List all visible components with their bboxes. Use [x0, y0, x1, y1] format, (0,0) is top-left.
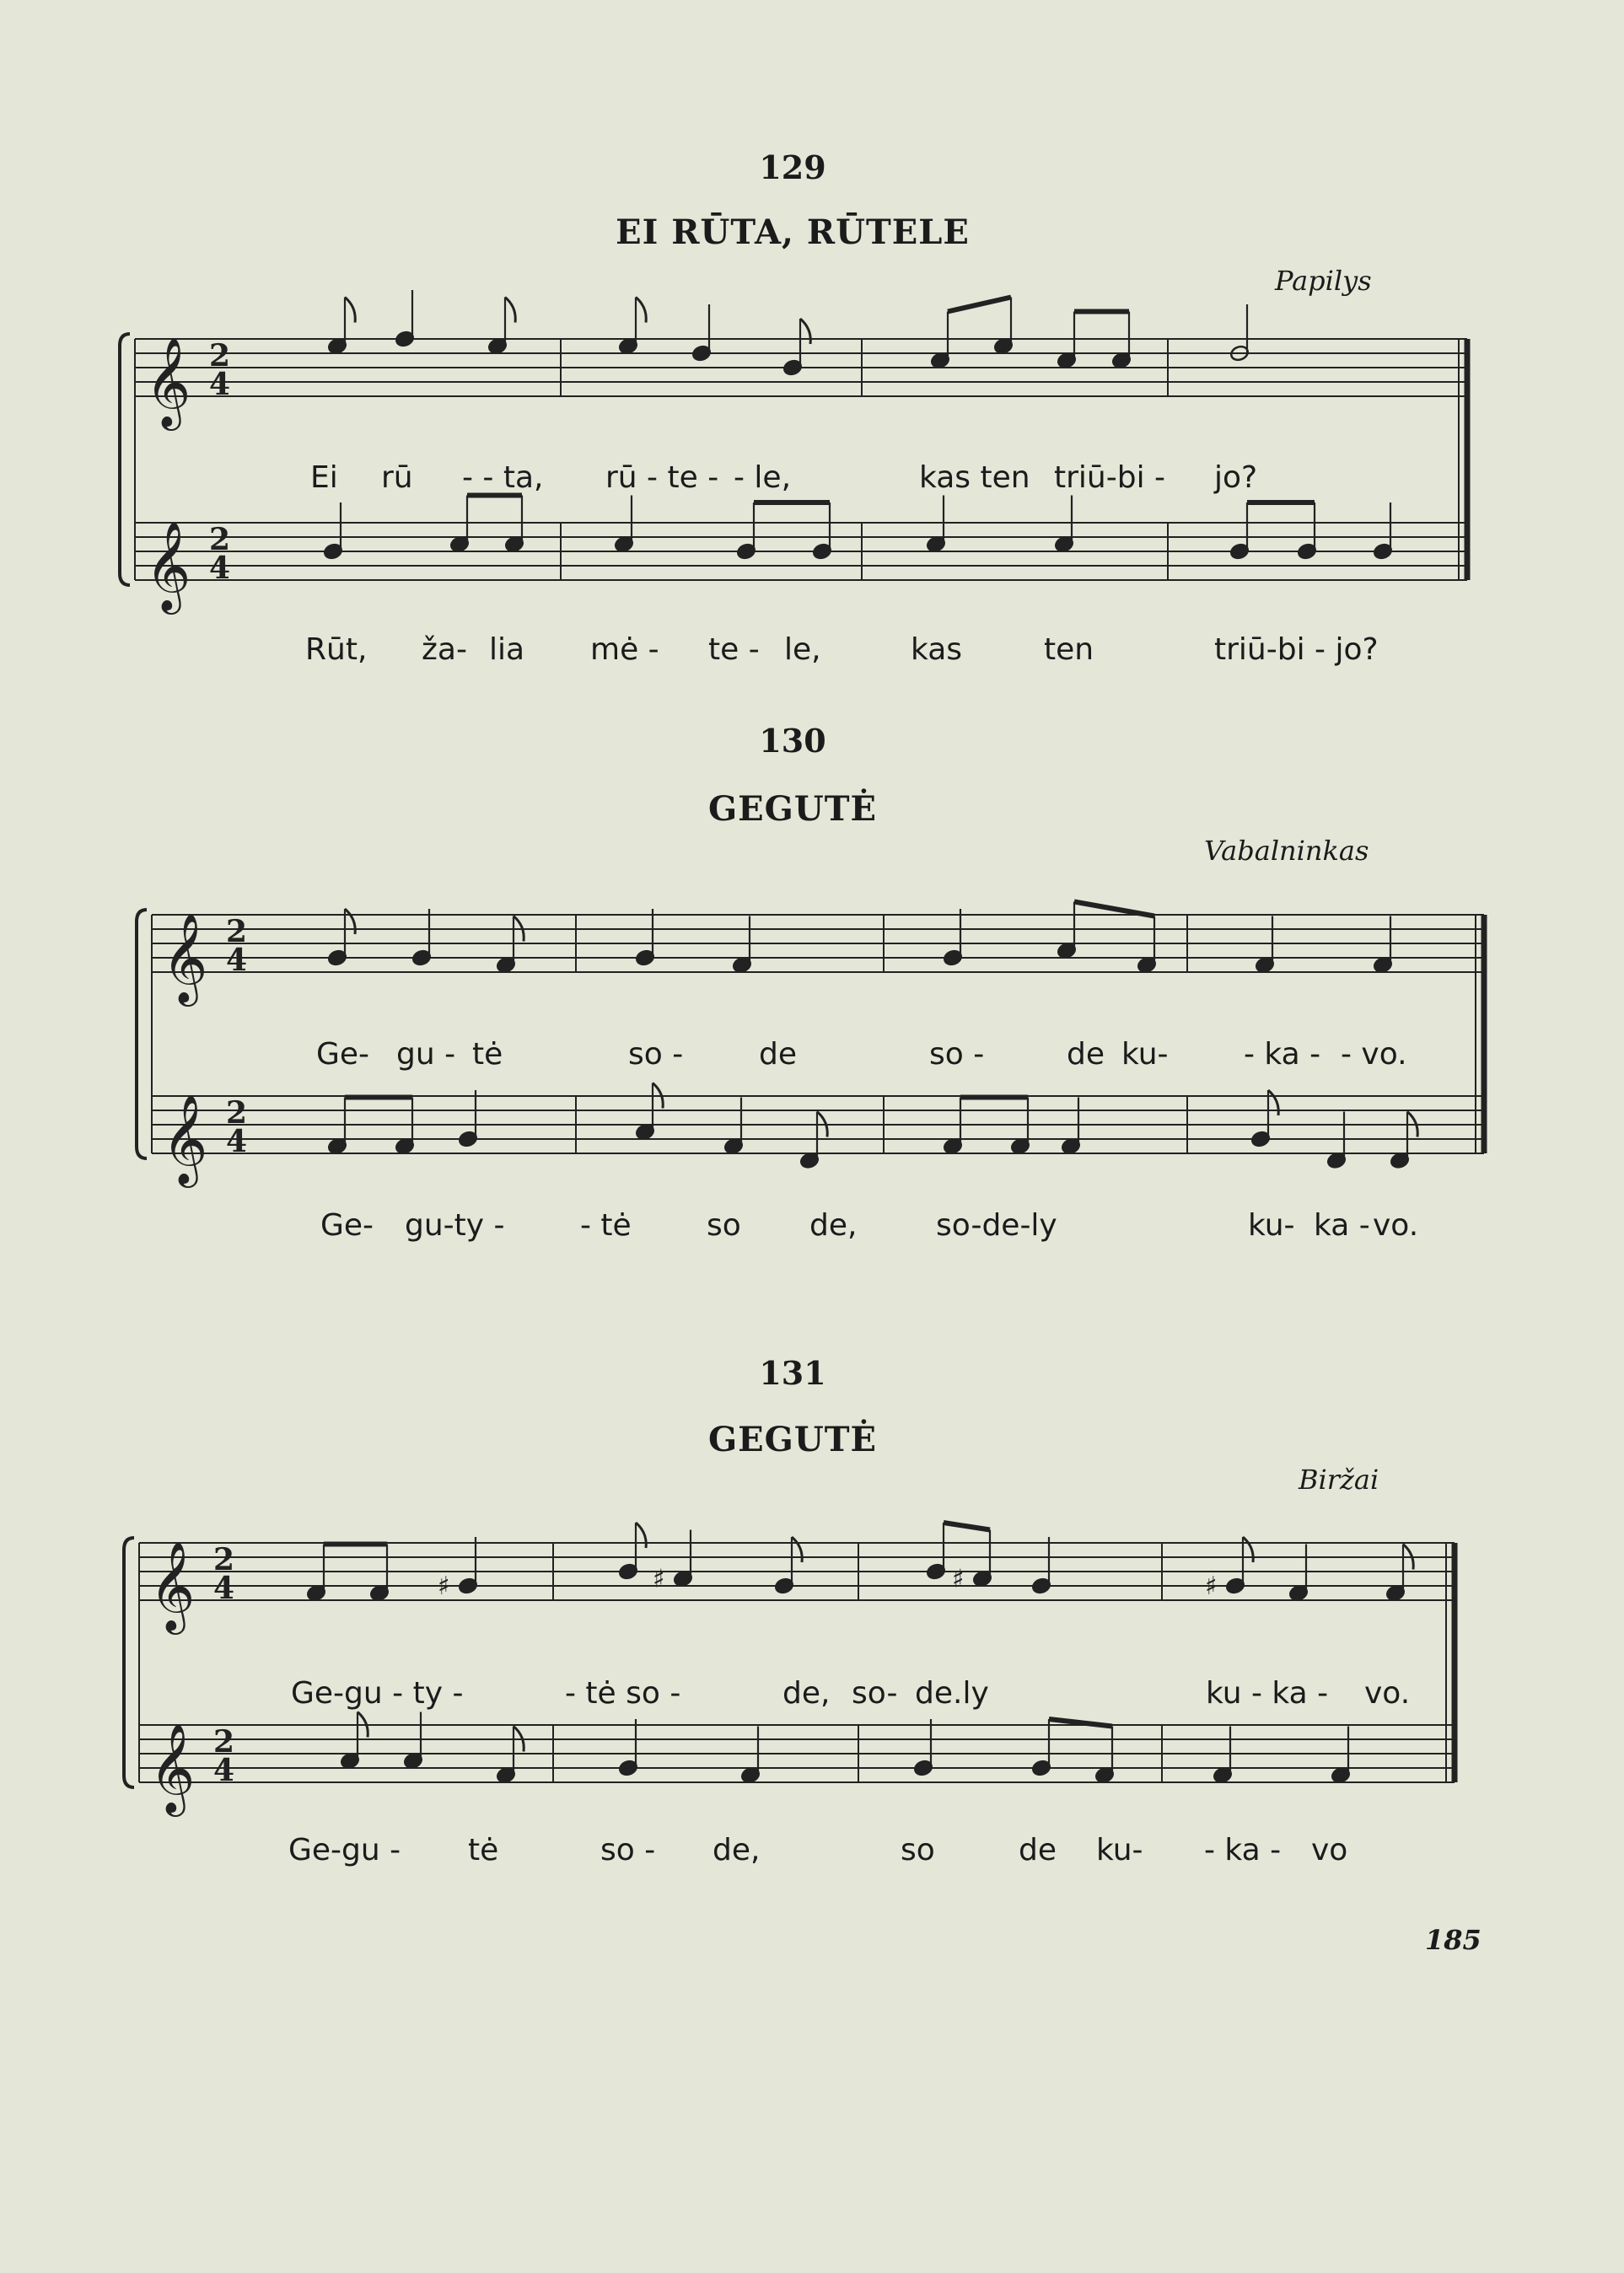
song-130-title: GEGUTĖ: [708, 789, 877, 829]
lyric-syllable: ku-: [1248, 1208, 1295, 1243]
time-signature-numerator: 2: [213, 1724, 235, 1760]
lyric-syllable: lia: [489, 632, 525, 667]
lyric-syllable: vo.: [1364, 1676, 1411, 1711]
lyric-syllable: so -: [929, 1037, 985, 1072]
lyric-syllable: ka -: [1314, 1208, 1370, 1243]
lyric-syllable: de,: [782, 1676, 831, 1711]
lyric-syllable: - tė: [580, 1208, 632, 1243]
song-131-title: GEGUTĖ: [708, 1420, 877, 1459]
treble-clef-icon: 𝄞: [162, 912, 208, 1002]
note-flag: [345, 298, 355, 323]
lyric-syllable: triū-bi - jo?: [1214, 632, 1379, 667]
note-flag: [800, 319, 810, 344]
lyric-syllable: le,: [784, 632, 821, 667]
lyric-syllable: vo.: [1373, 1208, 1419, 1243]
sharp-icon: ♯: [438, 1572, 450, 1601]
treble-clef-icon: 𝄞: [145, 520, 191, 610]
lyric-syllable: Ge-: [320, 1208, 374, 1243]
note-beam: [948, 298, 1011, 312]
time-signature-denominator: 4: [226, 943, 248, 978]
lyric-syllable: de: [1019, 1833, 1057, 1867]
lyric-syllable: Ge-gu -: [288, 1833, 401, 1867]
lyric-syllable: de.ly: [915, 1676, 989, 1711]
treble-clef-icon: 𝄞: [149, 1722, 196, 1813]
note-flag: [1243, 1537, 1253, 1562]
lyric-syllable: so-de-ly: [936, 1208, 1057, 1243]
note-flag: [636, 298, 646, 323]
lyrics-layer: [288, 460, 1418, 1867]
note-flag: [636, 1523, 646, 1548]
lyric-syllable: kas: [911, 632, 963, 667]
lyric-syllable: so -: [600, 1833, 656, 1867]
lyric-syllable: gu -: [396, 1037, 456, 1072]
time-signature-denominator: 4: [213, 1571, 235, 1606]
time-signature-numerator: 2: [226, 1095, 248, 1131]
lyric-syllable: so: [901, 1833, 935, 1867]
lyric-syllable: - ka -: [1244, 1037, 1321, 1072]
time-signature-denominator: 4: [226, 1124, 248, 1159]
system-bracket: [137, 910, 147, 1158]
lyric-syllable: ku-: [1121, 1037, 1169, 1072]
note-flag: [345, 909, 355, 934]
lyric-syllable: te -: [708, 632, 760, 667]
lyric-syllable: rū - te -: [605, 460, 719, 495]
lyric-syllable: vo: [1311, 1833, 1348, 1867]
sharp-icon: ♯: [952, 1564, 965, 1594]
treble-clef-icon: 𝄞: [149, 1540, 196, 1631]
lyric-syllable: de: [759, 1037, 797, 1072]
note-flag: [792, 1537, 802, 1562]
lyric-syllable: gu-ty -: [405, 1208, 505, 1243]
lyric-syllable: ku-: [1096, 1833, 1143, 1867]
time-signature-numerator: 2: [213, 1542, 235, 1577]
lyric-syllable: ten: [1044, 632, 1094, 667]
time-signature-numerator: 2: [226, 914, 248, 949]
treble-clef-icon: 𝄞: [145, 336, 191, 427]
lyric-syllable: Ei: [310, 460, 338, 495]
lyric-syllable: - tė so -: [565, 1676, 681, 1711]
lyric-syllable: ku - ka -: [1206, 1676, 1329, 1711]
note-beam: [944, 1523, 990, 1530]
treble-clef-icon: 𝄞: [162, 1094, 208, 1184]
note-flag: [505, 298, 515, 323]
song-129-place: Papilys: [1275, 265, 1372, 297]
page-number: 185: [1425, 1924, 1481, 1956]
lyric-syllable: - le,: [734, 460, 792, 495]
time-signature-denominator: 4: [213, 1753, 235, 1788]
song-130-place: Vabalninkas: [1204, 835, 1369, 867]
lyric-syllable: jo?: [1214, 460, 1258, 495]
time-signature-numerator: 2: [209, 338, 231, 373]
lyric-syllable: so-: [852, 1676, 898, 1711]
system-bracket: [120, 334, 130, 585]
lyric-syllable: so: [707, 1208, 741, 1243]
lyric-syllable: - ka -: [1204, 1833, 1282, 1867]
time-signature-numerator: 2: [209, 522, 231, 557]
note-flag: [1268, 1090, 1278, 1115]
song-129-number: 129: [759, 148, 826, 186]
lyric-syllable: so -: [628, 1037, 684, 1072]
lyric-syllable: de,: [809, 1208, 858, 1243]
lyric-syllable: - vo.: [1341, 1037, 1407, 1072]
lyric-syllable: Ge-gu - ty -: [291, 1676, 464, 1711]
lyric-syllable: de: [1067, 1037, 1105, 1072]
lyric-syllable: kas ten: [919, 460, 1030, 495]
song-131-place: Biržai: [1299, 1464, 1379, 1496]
lyric-syllable: rū: [381, 460, 413, 495]
note-beam: [1074, 902, 1154, 916]
lyric-syllable: mė -: [590, 632, 659, 667]
song-130-number: 130: [759, 722, 826, 760]
lyric-syllable: tė: [468, 1833, 499, 1867]
lyric-syllable: tė: [472, 1037, 503, 1072]
song-131-number: 131: [759, 1354, 826, 1392]
lyric-syllable: de,: [713, 1833, 761, 1867]
song-129-title: EI RŪTA, RŪTELE: [616, 212, 970, 252]
lyric-syllable: triū-bi -: [1054, 460, 1166, 495]
lyric-syllable: Rūt,: [305, 632, 368, 667]
lyric-syllable: ža-: [422, 632, 467, 667]
lyric-syllable: Ge-: [316, 1037, 370, 1072]
time-signature-denominator: 4: [209, 551, 231, 586]
sharp-icon: ♯: [653, 1564, 665, 1594]
system-bracket: [124, 1538, 134, 1787]
time-signature-denominator: 4: [209, 367, 231, 402]
lyric-syllable: - - ta,: [462, 460, 544, 495]
sharp-icon: ♯: [1205, 1572, 1218, 1601]
